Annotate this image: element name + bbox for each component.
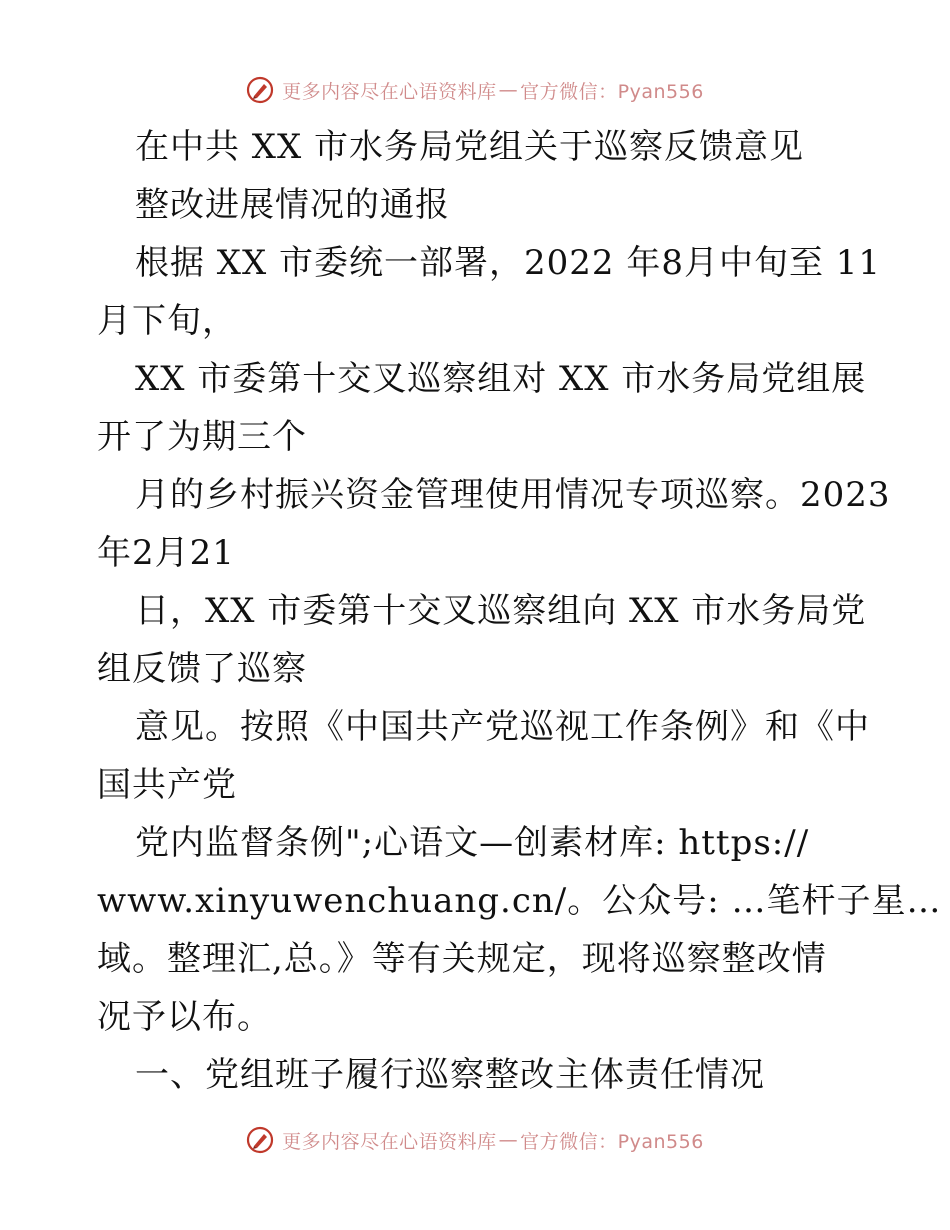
doc-line: XX 市委第十交叉巡察组对 XX 市水务局党组展 (135, 359, 867, 399)
doc-line: 党内监督条例";心语文—创素材库: https:// (135, 823, 810, 863)
doc-line: 月下旬， (97, 301, 237, 341)
doc-line: 日，XX 市委第十交叉巡察组向 XX 市水务局党 (135, 591, 867, 631)
doc-line: www.xinyuwenchuang.cn/。公众号: …笔杆子星… (97, 881, 942, 921)
doc-line: 根据 XX 市委统一部署，2022 年8月中旬至 11 (135, 243, 882, 283)
doc-line: 年2月21 (97, 533, 235, 573)
doc-title-line-1: 在中共 XX 市水务局党组关于巡察反馈意见 (135, 127, 805, 167)
footer-banner (0, 1120, 950, 1160)
header-brand: 更多内容尽在心语资料库 (282, 80, 497, 103)
doc-title-line-2: 整改进展情况的通报 (135, 185, 450, 225)
header-contact: 官方微信：Pyan556 (520, 80, 704, 103)
document-body (97, 118, 942, 1104)
pen-logo-icon (246, 76, 274, 104)
pen-logo-icon (246, 1126, 274, 1154)
section-heading: 一、党组班子履行巡察整改主体责任情况 (135, 1055, 765, 1095)
doc-line: 开了为期三个 (97, 417, 307, 457)
footer-separator: — (498, 1129, 519, 1151)
doc-line: 况予以布。 (97, 997, 272, 1037)
doc-line: 域。整理汇,总。》等有关规定，现将巡察整改情 (97, 939, 827, 979)
footer-brand: 更多内容尽在心语资料库 (282, 1130, 497, 1153)
doc-line: 月的乡村振兴资金管理使用情况专项巡察。2023 (135, 475, 891, 515)
footer-contact: 官方微信：Pyan556 (520, 1130, 704, 1153)
doc-line: 国共产党 (97, 765, 237, 805)
doc-line: 意见。按照《中国共产党巡视工作条例》和《中 (135, 707, 870, 747)
doc-line: 组反馈了巡察 (97, 649, 307, 689)
header-separator: — (498, 79, 519, 101)
header-banner (0, 70, 950, 110)
